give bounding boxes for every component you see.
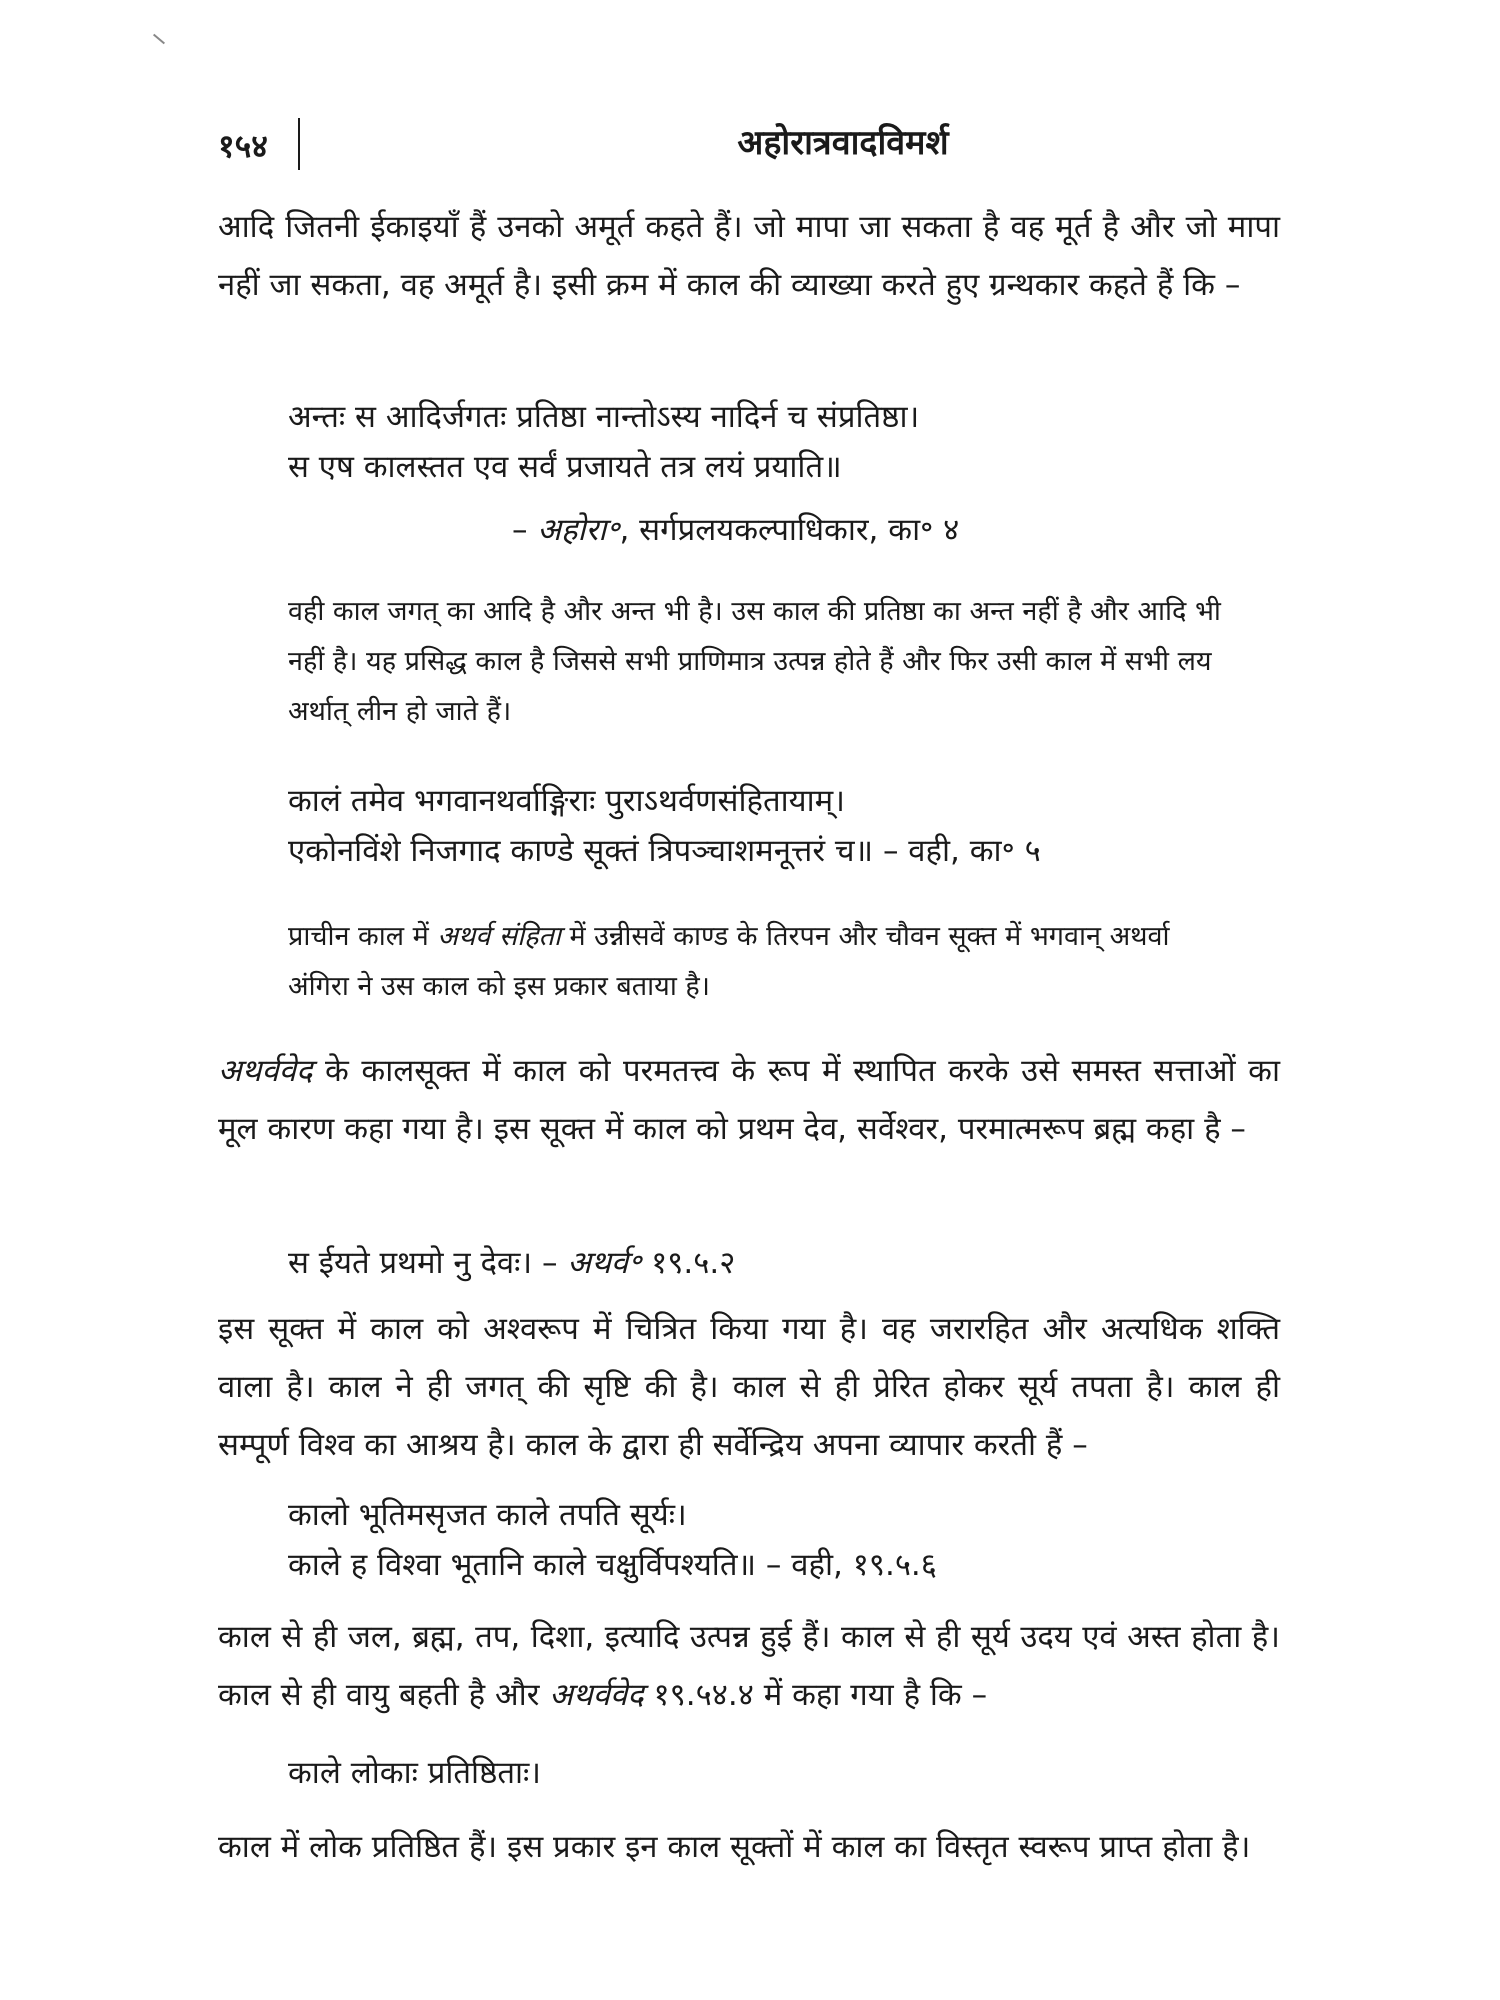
verse-2-line-2: एकोनविंशे निजगाद काण्डे सूक्तं त्रिपञ्चाशमनूत्तरं च॥ – वही, का॰ ५ [288, 833, 1041, 869]
translation-2-end: में उन्नीसवें काण्ड के तिरपन और चौवन सूक्त में भगवान् अथर्वा अंगिरा ने उस काल को इस प्रकार बताया है। [288, 921, 1170, 1002]
translation-2-start: प्राचीन काल में [288, 921, 438, 952]
paragraph-2-text: के कालसूक्त में काल को परमतत्त्व के रूप में स्थापित करके उसे समस्त सत्ताओं का मूल कारण कहा गया है। इस सूक्त में काल को प्रथम देव, सर्वेश्वर, परमात्मरूप ब्रह्म कहा है – [218, 1053, 1280, 1147]
page-number: १५४ [218, 127, 268, 165]
translation-1: वही काल जगत् का आदि है और अन्त भी है। उस काल की प्रतिष्ठा का अन्त नहीं है और आदि भी नहीं है। यह प्रसिद्ध काल है जिससे सभी प्राणिमात्र उत्पन्न होते हैं और फिर उसी काल में सभी लय अर्थात् लीन हो जाते हैं। [288, 596, 1221, 727]
paragraph-1: आदि जितनी ईकाइयाँ हैं उनको अमूर्त कहते हैं। जो मापा जा सकता है वह मूर्त है और जो मापा नहीं जा सकता, वह अमूर्त है। इसी क्रम में काल की व्याख्या करते हुए ग्रन्थकार कहते हैं कि – [218, 209, 1280, 303]
running-title: अहोरात्रवादविमर्श [737, 123, 949, 163]
verse-2 [288, 776, 1298, 876]
verse-3 [288, 1238, 1298, 1288]
verse-5-line-1: काले लोकाः प्रतिष्ठिताः। [288, 1755, 542, 1791]
translation-2 [288, 912, 1223, 1012]
translation-2-source: अथर्व संहिता [437, 921, 561, 952]
verse-4-line-1: कालो भूतिमसृजत काले तपति सूर्यः। [288, 1497, 687, 1533]
citation-source: अहोरा॰ [537, 512, 620, 548]
paragraph-5: काल में लोक प्रतिष्ठित हैं। इस प्रकार इन काल सूक्तों में काल का विस्तृत स्वरूप प्राप्त होता है। [218, 1829, 1251, 1865]
verse-4 [288, 1490, 1298, 1590]
verse-2-line-1: कालं तमेव भगवानथर्वाङ्गिराः पुराऽथर्वणसंहितायाम्। [288, 783, 845, 819]
verse-1-line-2: स एष कालस्तत एव सर्वं प्रजायते तत्र लयं प्रयाति॥ [288, 449, 842, 485]
citation-dash: – [512, 512, 538, 548]
paragraph-4-start: काल से ही जल, ब्रह्म, तप, दिशा, इत्यादि उत्पन्न हुई हैं। काल से ही सूर्य उदय एवं अस्त होता है। काल से ही वायु बहती है और [218, 1619, 1280, 1713]
page-header [218, 118, 1308, 178]
verse-3-source: अथर्व॰ [567, 1245, 642, 1281]
verse-5 [288, 1748, 1298, 1798]
verse-1-citation [512, 508, 959, 550]
verse-4-line-2: काले ह विश्वा भूतानि काले चक्षुर्विपश्यति॥ – वही, १९.५.६ [288, 1547, 937, 1583]
paragraph-4-end: १९.५४.४ में कहा गया है कि – [643, 1677, 988, 1713]
citation-detail: , सर्गप्रलयकल्पाधिकार, का॰ ४ [619, 512, 960, 548]
paragraph-2-source: अथर्ववेद [218, 1053, 313, 1089]
paragraph-2 [218, 1042, 1280, 1158]
paragraph-4 [218, 1608, 1280, 1724]
verse-3-text: स ईयते प्रथमो नु देवः। – [288, 1245, 568, 1281]
paragraph-3: इस सूक्त में काल को अश्वरूप में चित्रित किया गया है। वह जरारहित और अत्यधिक शक्ति वाला है। काल ने ही जगत् की सृष्टि की है। काल से ही प्रेरित होकर सूर्य तपता है। काल ही सम्पूर्ण विश्व का आश्रय है। काल के द्वारा ही सर्वेन्द्रिय अपना व्यापार करती हैं – [218, 1311, 1280, 1463]
verse-3-line-1 [288, 1238, 1298, 1288]
verse-1-line-1: अन्तः स आदिर्जगतः प्रतिष्ठा नान्तोऽस्य नादिर्न च संप्रतिष्ठा। [288, 399, 920, 435]
verse-1 [288, 392, 1298, 492]
scan-mark [153, 34, 165, 45]
paragraph-4-source: अथर्ववेद [549, 1677, 644, 1713]
verse-3-number: १९.५.२ [641, 1245, 736, 1281]
